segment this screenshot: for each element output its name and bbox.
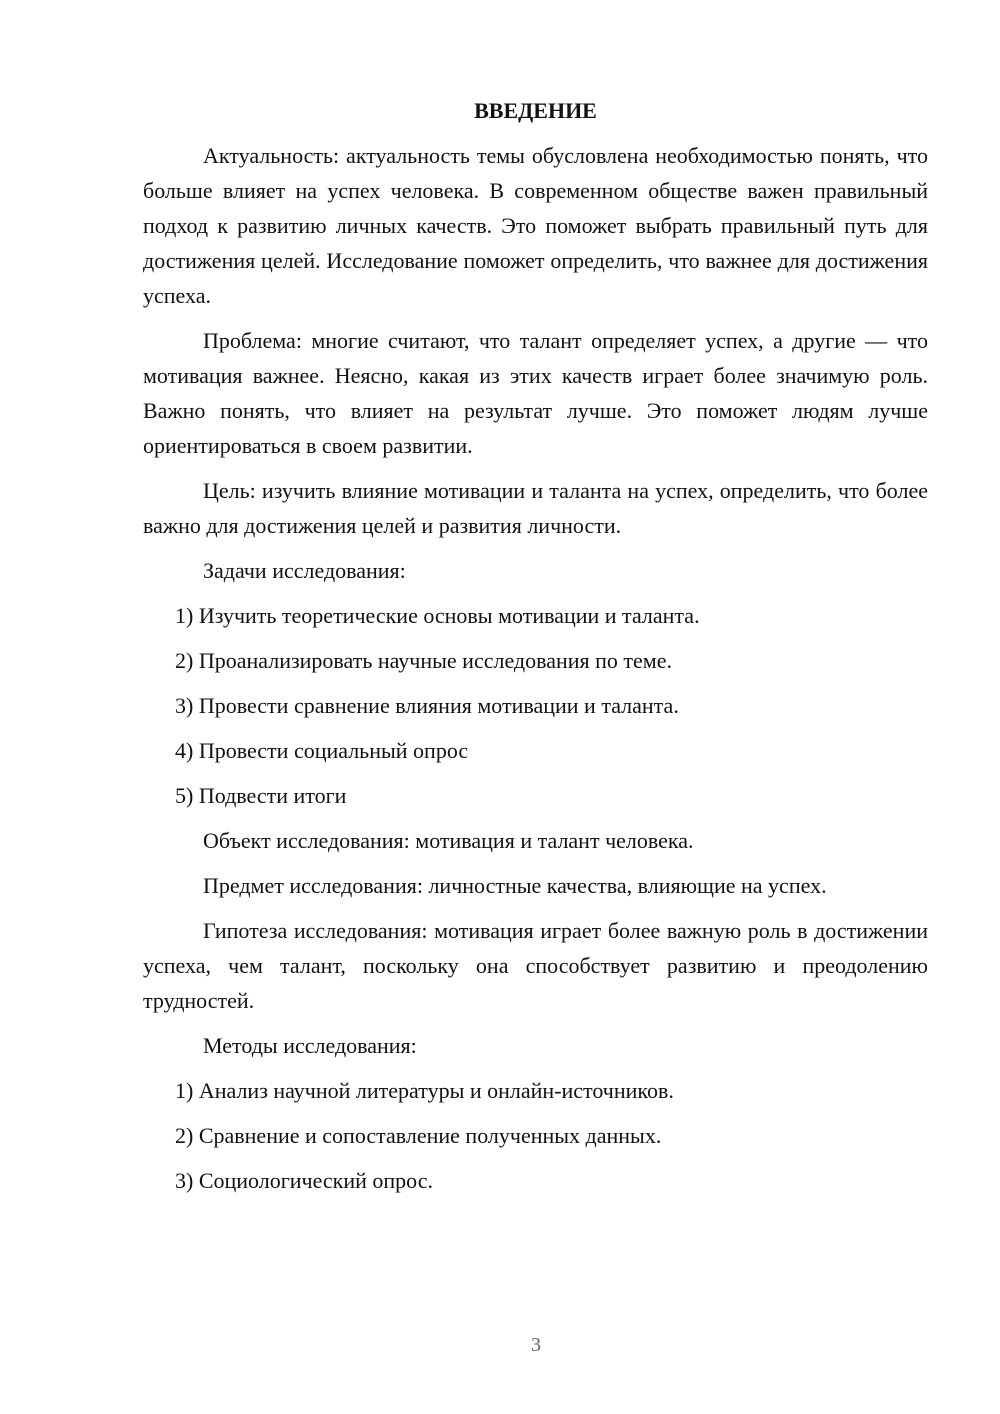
- list-item: 2) Сравнение и сопоставление полученных данных.: [175, 1123, 662, 1148]
- list-item: 2) Проанализировать научные исследования по теме.: [175, 648, 672, 673]
- object-paragraph: Объект исследования: мотивация и талант человека.: [203, 828, 694, 853]
- list-item: 3) Провести сравнение влияния мотивации и таланта.: [175, 693, 679, 718]
- list-item: 1) Изучить теоретические основы мотивации и таланта.: [175, 603, 700, 628]
- methods-list: [143, 1073, 928, 1198]
- list-item: 3) Социологический опрос.: [175, 1168, 433, 1193]
- page-number: 3: [531, 1334, 541, 1356]
- document-title: ВВЕДЕНИЕ: [474, 98, 597, 123]
- hypothesis-paragraph: Гипотеза исследования: мотивация играет более важную роль в достижении успеха, чем талант, поскольку она способствует развитию и преодолению трудностей.: [143, 918, 928, 1013]
- list-item: 5) Подвести итоги: [175, 783, 347, 808]
- goal-paragraph: Цель: изучить влияние мотивации и таланта на успех, определить, что более важно для достижения целей и развития личности.: [143, 478, 928, 538]
- problem-paragraph: Проблема: многие считают, что талант определяет успех, а другие — что мотивация важнее. Неясно, какая из этих качеств играет более значимую роль. Важно понять, что влияет на результат лучше. Это поможет людям лучше ориентироваться в своем развитии.: [143, 328, 928, 458]
- list-item: 4) Провести социальный опрос: [175, 738, 469, 763]
- relevance-paragraph: Актуальность: актуальность темы обусловлена необходимостью понять, что больше влияет на успех человека. В современном обществе важен правильный подход к развитию личных качеств. Это поможет выбрать правильный путь для достижения целей. Исследование поможет определить, что важнее для достижения успеха.: [143, 143, 928, 308]
- tasks-list: [143, 598, 928, 813]
- list-item: 1) Анализ научной литературы и онлайн-источников.: [175, 1078, 674, 1103]
- subject-paragraph: Предмет исследования: личностные качества, влияющие на успех.: [203, 873, 827, 898]
- methods-heading: Методы исследования:: [203, 1033, 417, 1058]
- document-page: [143, 94, 928, 1208]
- tasks-heading: Задачи исследования:: [203, 558, 406, 583]
